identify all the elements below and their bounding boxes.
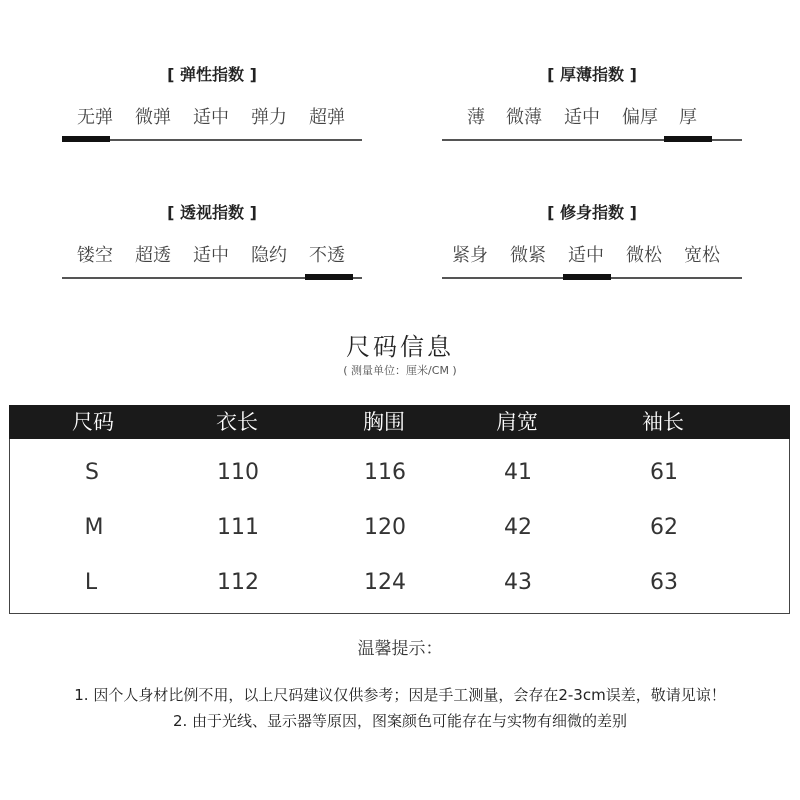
table-cell: 41 xyxy=(504,460,532,485)
size-info-heading: 尺码信息 xyxy=(346,333,454,361)
index-option: 薄 xyxy=(467,107,485,128)
index-option: 适中 xyxy=(193,107,229,128)
table-row xyxy=(10,555,789,611)
tips-title: 温馨提示： xyxy=(357,639,443,659)
table-cell: 61 xyxy=(650,460,678,485)
index-selected-marker xyxy=(563,274,611,280)
table-cell: L xyxy=(84,570,98,595)
index-options xyxy=(442,103,742,127)
index-option: 超透 xyxy=(135,245,171,266)
table-cell: S xyxy=(85,460,99,485)
index-option: 适中 xyxy=(193,245,229,266)
column-header: 衣长 xyxy=(216,410,258,434)
index-option: 厚 xyxy=(679,107,697,128)
index-option: 镂空 xyxy=(77,245,113,266)
index-selected-marker xyxy=(664,136,712,142)
index-option: 偏厚 xyxy=(622,107,658,128)
table-cell: M xyxy=(84,515,104,540)
index-title: [ 透视指数 ] xyxy=(167,203,257,222)
index-option: 微弹 xyxy=(135,107,171,128)
index-option: 宽松 xyxy=(684,245,720,266)
index-title: [ 弹性指数 ] xyxy=(167,65,257,84)
tips-line: 2. 由于光线、显示器等原因，图案颜色可能存在与实物有细微的差别 xyxy=(172,712,628,730)
column-header: 胸围 xyxy=(363,410,405,434)
table-cell: 112 xyxy=(217,570,259,595)
table-cell: 124 xyxy=(364,570,406,595)
table-row xyxy=(10,500,789,556)
table-cell: 62 xyxy=(650,515,678,540)
size-unit-note: ( 测量单位：厘米/CM ) xyxy=(343,364,457,377)
table-cell: 116 xyxy=(364,460,406,485)
table-cell: 43 xyxy=(504,570,532,595)
index-title: [ 厚薄指数 ] xyxy=(547,65,637,84)
size-table-header xyxy=(9,405,790,439)
index-selected-marker xyxy=(305,274,353,280)
index-option: 隐约 xyxy=(251,245,287,266)
index-option: 微紧 xyxy=(510,245,546,266)
table-cell: 63 xyxy=(650,570,678,595)
index-options xyxy=(62,241,362,265)
index-title: [ 修身指数 ] xyxy=(547,203,637,222)
tips-line: 1. 因个人身材比例不用，以上尺码建议仅供参考；因是手工测量，会存在2-3cm误差，敬请见谅！ xyxy=(74,686,726,704)
table-cell: 120 xyxy=(364,515,406,540)
index-option: 不透 xyxy=(309,245,345,266)
table-row xyxy=(10,445,789,501)
index-options xyxy=(442,241,742,265)
table-cell: 110 xyxy=(217,460,259,485)
table-cell: 111 xyxy=(217,515,259,540)
column-header: 肩宽 xyxy=(496,410,538,434)
index-option: 微松 xyxy=(626,245,662,266)
index-option: 适中 xyxy=(564,107,600,128)
table-cell: 42 xyxy=(504,515,532,540)
index-option: 弹力 xyxy=(251,107,287,128)
index-option: 紧身 xyxy=(452,245,488,266)
column-header: 尺码 xyxy=(72,410,114,434)
size-table xyxy=(9,405,790,614)
index-selected-marker xyxy=(62,136,110,142)
index-option: 无弹 xyxy=(77,107,113,128)
index-option: 适中 xyxy=(568,245,604,266)
index-option: 微薄 xyxy=(506,107,542,128)
index-option: 超弹 xyxy=(309,107,345,128)
index-options xyxy=(62,103,362,127)
column-header: 袖长 xyxy=(642,410,684,434)
